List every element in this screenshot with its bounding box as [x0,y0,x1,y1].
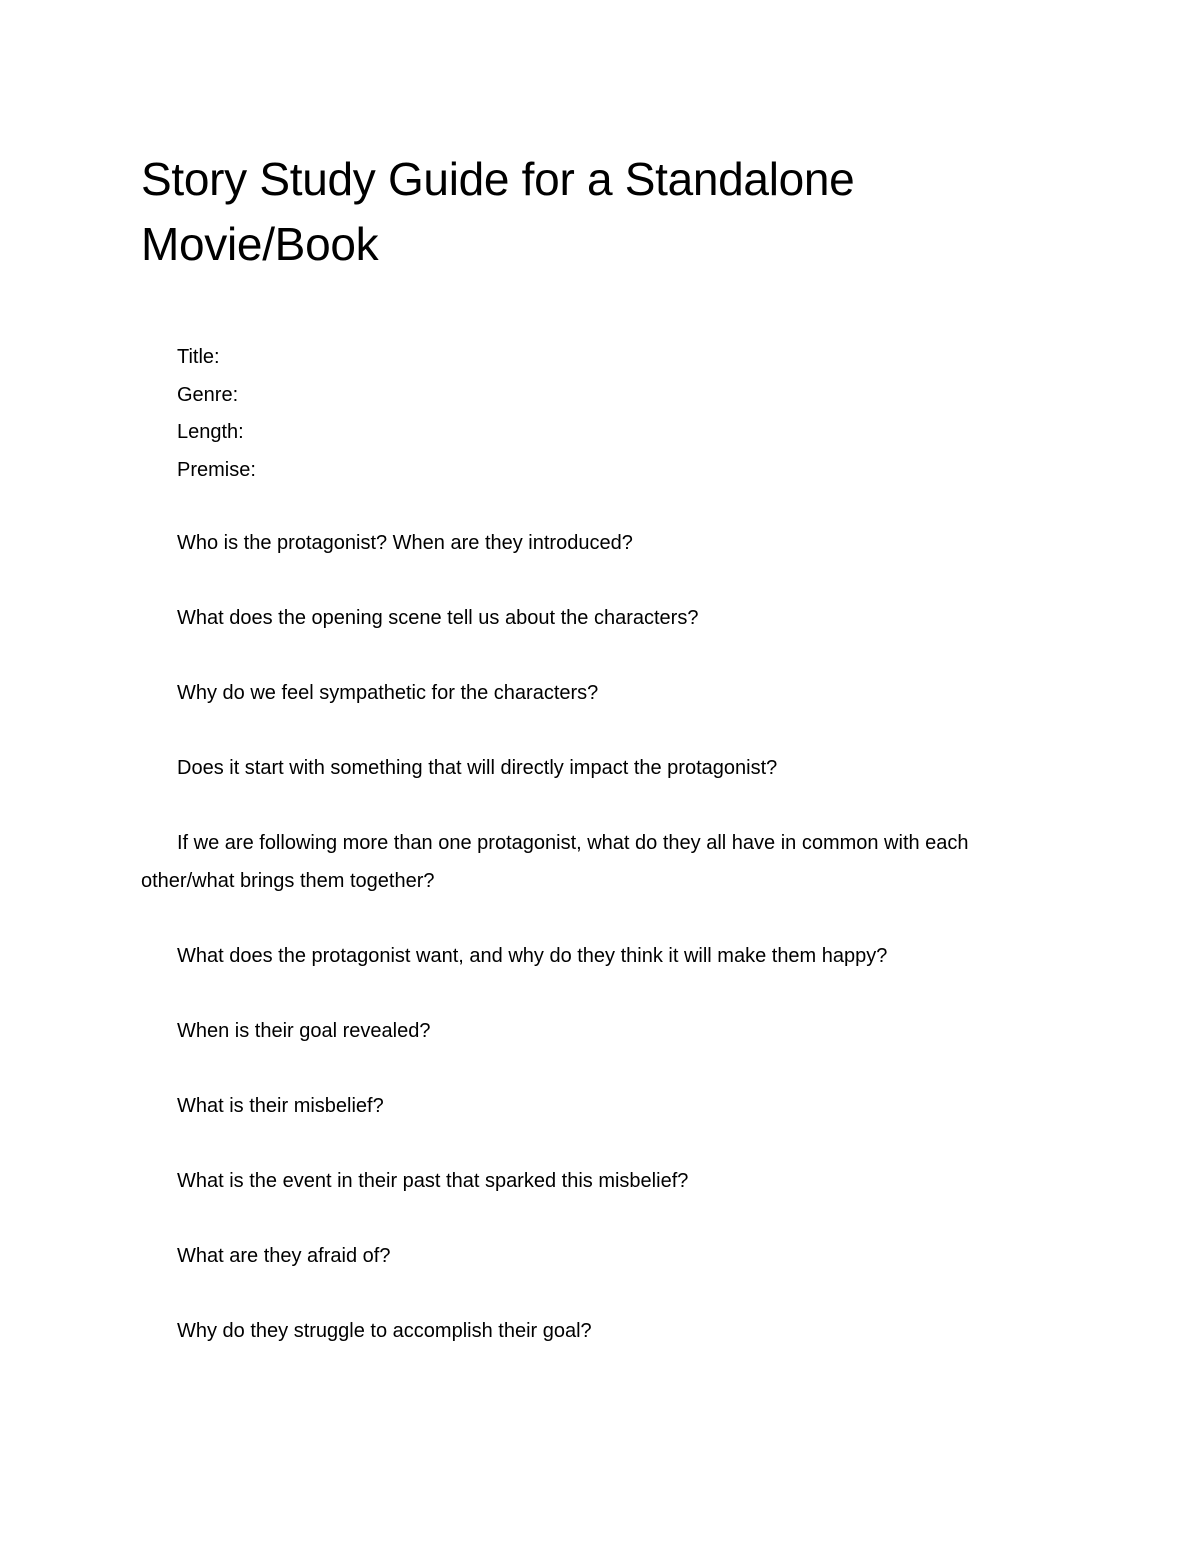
field-premise-label: Premise: [177,458,256,481]
question-item: Why do they struggle to accomplish their goal? [177,1319,592,1342]
field-title-label: Title: [177,346,220,368]
field-length-label: Length: [177,421,244,443]
question-item: When is their goal revealed? [177,1019,431,1042]
question-item: Who is the protagonist? When are they introduced? [177,532,633,554]
question-item: Does it start with something that will directly impact the protagonist? [177,757,778,779]
document-title: Story Study Guide for a Standalone Movie/Book [141,153,855,270]
question-item: What does the protagonist want, and why do they think it will make them happy? [177,944,888,967]
info-fields [177,339,256,489]
question-item: What is their misbelief? [177,1094,384,1117]
question-item: Why do we feel sympathetic for the characters? [177,682,599,704]
question-item: What is the event in their past that sparked this misbelief? [177,1169,689,1192]
field-genre-label: Genre: [177,383,239,406]
question-item: If we are following more than one protagonist, what do they all have in common with each other/what brings them together? [141,832,969,892]
question-item: What are they afraid of? [177,1244,391,1267]
question-list [141,525,1061,1388]
question-item: What does the opening scene tell us about the characters? [177,607,699,629]
